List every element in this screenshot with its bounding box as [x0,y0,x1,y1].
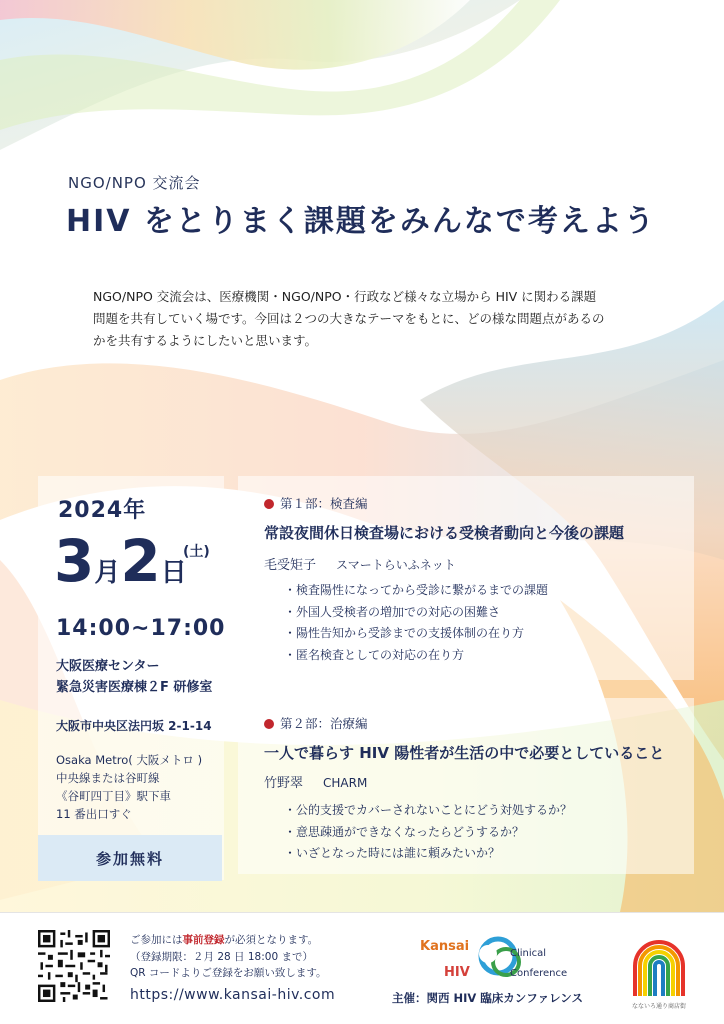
logo-kansai-text: Kansai [420,939,470,954]
weekday-label: (土) [183,544,210,560]
registration-info [130,932,327,982]
month-number: 3 [54,527,95,595]
topic-item: ・意思疎通ができなくなったらどうするか？ [284,824,525,839]
part-2-label [264,714,368,732]
event-subtitle: NGO/NPO 交流会 [68,174,201,192]
part-2-speaker [264,772,367,791]
website-link[interactable]: https://www.kansai-hiv.com [130,987,336,1003]
event-venue [56,656,212,698]
access-line: 中央線または谷町線 [56,771,160,785]
part-1-label [264,494,368,512]
part-1-speaker [264,554,456,573]
reg-prefix: ご参加には [130,934,183,946]
topic-item: ・陽性告知から受診までの支援体制の在り方 [284,626,525,640]
topic-item: ・外国人受検者の増加での対応の困難さ [284,604,501,619]
venue-name: 大阪医療センター [56,659,160,674]
speaker-name: 竹野翠 [264,776,304,791]
registration-required [130,932,327,949]
access-line: 11 番出口すぐ [56,807,132,821]
topic-item: ・いざとなった時には誰に頼みたいか？ [284,846,501,860]
rainbow-shopping-street-logo [630,932,688,1010]
day-number: 2 [120,527,161,595]
logo-conference-text: Conference [510,968,568,979]
topic-item: ・検査陽性になってから受診に繋がるまでの課題 [284,583,549,597]
part-2-title: 一人で暮らす HIV 陽性者が生活の中で必要としていること [264,744,665,762]
part-2-topics [284,800,572,865]
red-dot-icon [264,719,274,729]
part-2-label-text: 第２部：治療編 [280,716,368,731]
part-1-panel [238,476,694,680]
topic-item: ・公的支援でカバーされないことにどう対処するか？ [284,803,573,817]
intro-line: 問題を共有していく場です。今回は２つの大きなテーマをもとに、どの様な問題点があるの [93,311,605,326]
registration-deadline: （登録期限：２月 28 日 18:00 まで） [130,950,313,963]
qr-code[interactable] [38,930,110,1002]
day-unit: 日 [160,558,187,588]
logo-clinical-text: Clinical [510,948,547,959]
part-2-panel [238,698,694,874]
reg-highlight: 事前登録 [182,934,225,946]
access-line: 《谷町四丁目》駅下車 [56,789,171,803]
month-unit: 月 [94,558,121,588]
logo-hiv-text: HIV [444,965,470,980]
access-info [56,751,202,823]
venue-room: 緊急災害医療棟２F 研修室 [56,680,213,695]
page-title: HIV をとりまく課題をみんなで考えよう [66,204,656,239]
organizer-label: 主催：関西 HIV 臨床カンファレンス [392,991,583,1005]
venue-address: 大阪市中央区法円坂 2-1-14 [56,719,212,733]
speaker-name: 毛受矩子 [264,558,317,573]
red-dot-icon [264,499,274,509]
reg-suffix: が必須となります。 [224,934,319,946]
access-line: Osaka Metro( 大阪メトロ ) [56,753,203,767]
part-1-topics [284,580,548,666]
intro-line: NGO/NPO 交流会は、医療機関・NGO/NPO・行政など様々な立場から HIV に関わる課題 [93,289,597,304]
qr-note: QR コードよりご登録をお願い致します。 [130,967,327,979]
speaker-org: CHARM [323,776,368,790]
event-time: 14:00~17:00 [56,616,226,641]
intro-paragraph [93,286,653,352]
fee-badge: 参加無料 [38,835,222,881]
part-1-label-text: 第１部：検査編 [280,496,368,511]
event-date [54,527,187,595]
kansai-hiv-clinical-conference-logo [420,932,570,984]
event-year: 2024年 [58,498,147,523]
intro-line: かを共有するようにしたいと思います。 [93,333,318,348]
part-1-title: 常設夜間休日検査場における受検者動向と今後の課題 [264,524,625,542]
speaker-org: スマートらいふネット [336,558,456,572]
rainbow-caption: なないろ通り商店街 [631,1003,687,1010]
topic-item: ・匿名検査としての対応の在り方 [284,647,465,662]
